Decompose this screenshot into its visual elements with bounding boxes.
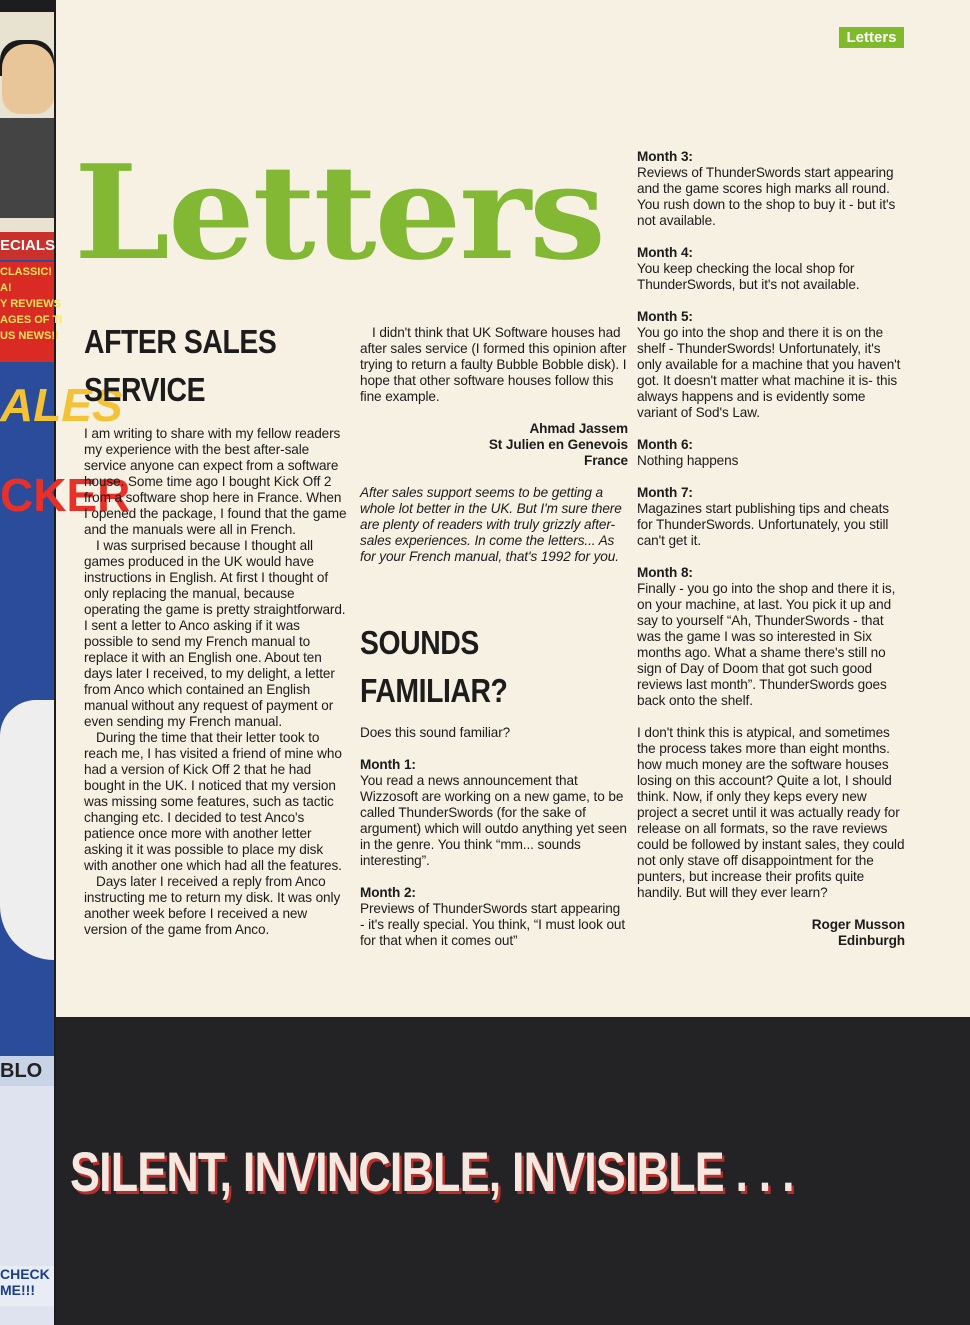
promo-line: AGES OF TI [0, 314, 63, 326]
editor-reply: After sales support seems to be getting a whole lot better in the UK. But I'm sure there are plenty of readers with truly grizzly after-sales experiences. In come the letters... As for your French manual, that's 1992 for you. [360, 485, 622, 564]
letter-paragraph: I am writing to share with my fellow readers my experience with the best after-sale service anyone can expect from a software house. Some time ago I bought Kick Off 2 from a software shop here in France. When I opened the package, I found that the game and the manuals were all in French. [84, 426, 347, 537]
advertisement-banner [56, 1017, 970, 1325]
ad-headline: SILENT, INVINCIBLE, INVISIBLE . . . [70, 1140, 794, 1203]
column-two [360, 325, 628, 949]
letter-signature [637, 917, 905, 949]
month-text: Finally - you go into the shop and there it is, on your machine, at last. You pick it up and say to yourself “Ah, ThunderSwords - that was the game I was so interested in Six months ago. What a shame there's still no sign of Day of Doom that got such good reviews last month”. ThunderSwords goes back onto the shelf. [637, 581, 896, 708]
month-text: Magazines start publishing tips and cheats for ThunderSwords. Unfortunately, you still can't get it. [637, 501, 889, 548]
signature-line: St Julien en Genevois [488, 437, 628, 452]
specials-band: ECIALS [0, 232, 54, 260]
promo-line: A! [0, 282, 12, 294]
page-title: Letters [74, 136, 604, 289]
cartoon-torso [0, 118, 54, 218]
signature-line: France [584, 453, 628, 468]
letter-intro: Does this sound familiar? [360, 725, 511, 740]
check-line: ME!!! [0, 1282, 35, 1298]
promo-line: CLASSIC! [0, 266, 52, 278]
month-text: You go into the shop and there it is on the shelf - ThunderSwords! Unfortunately, it's only available for a machine that you haven't got. It doesn't matter what machine it is- this always happens and is evidently some variant of Sod's Law. [637, 325, 901, 420]
check-line: CHECK [0, 1266, 50, 1282]
letter-heading [84, 318, 311, 414]
letter-conclusion: I don't think this is atypical, and sometimes the process takes more than eight months. how much money are the software houses losing on this account? Quite a lot, I should think. Now, if only they keps every new project a secret until it was actually ready for release on all formats, so the rave reviews could be followed by instant sales, they could not only stave off disappointment for the punters, but increase their profits quite handily. But will they ever learn? [637, 725, 905, 900]
column-three [637, 149, 905, 949]
check-label [0, 1266, 54, 1306]
heading-line: FAMILIAR? [360, 672, 508, 709]
month-title: Month 3: [637, 149, 693, 164]
letter-paragraph: Days later I received a reply from Anco instructing me to return my disk. It was only another week before I received a new version of the game from Anco. [84, 874, 341, 937]
signature-line: Ahmad Jassem [529, 421, 628, 436]
month-text: You read a news announcement that Wizzosoft are working on a new game, to be called ThunderSwords (for the sake of argument) which will outdo anything yet seen in the genre. You think “mm... sounds interesting”. [360, 773, 627, 868]
letter-paragraph: I didn't think that UK Software houses had after sales service (I formed this opinion after trying to return a faulty Bubble Bobble disk). I hope that other software houses follow this fine example. [360, 325, 627, 404]
heading-line: SOUNDS [360, 624, 479, 661]
promo-line: US NEWS!! [0, 330, 59, 342]
cartoon-face [2, 44, 54, 114]
month-text: Previews of ThunderSwords start appearing - it's really special. You think, “I must look out for that when it comes out” [360, 901, 626, 948]
adjacent-page-strip [0, 0, 131, 1325]
month-text: Nothing happens [637, 453, 739, 468]
month-title: Month 7: [637, 485, 693, 500]
heading-line: AFTER SALES [84, 323, 277, 360]
blo-label: BLO [0, 1056, 54, 1086]
promo-line: Y REVIEWS [0, 298, 61, 310]
section-tag: Letters [839, 27, 904, 48]
month-title: Month 2: [360, 885, 416, 900]
signature-line: Edinburgh [837, 933, 905, 948]
promo-list [0, 262, 63, 362]
month-title: Month 1: [360, 757, 416, 772]
month-title: Month 4: [637, 245, 693, 260]
month-title: Month 6: [637, 437, 693, 452]
letter-signature [360, 421, 628, 469]
heading-line: SERVICE [84, 371, 206, 408]
month-text: Reviews of ThunderSwords start appearing and the game scores high marks all round. You rush down to the shop to buy it - but it's not available. [637, 165, 896, 228]
letter-heading [360, 619, 590, 715]
month-title: Month 8: [637, 565, 693, 580]
game-logo-fragment: ALES [0, 379, 123, 431]
cartoon-duck [0, 700, 54, 960]
signature-line: Roger Musson [811, 917, 905, 932]
letter-paragraph: During the time that their letter took to reach me, I has visited a friend of mine who had a version of Kick Off 2 that he had bought in the UK. I noticed that my version was missing some features, such as tactic changing etc. I decided to test Anco's patience once more with another letter asking it it was possible to place my disk with another one which had all the features. [84, 730, 342, 873]
letter-after-sales [84, 318, 348, 938]
game-logo-fragment: CKER [0, 469, 131, 521]
letter-paragraph: I was surprised because I thought all games produced in the UK would have instructions in English. At first I thought of only replacing the manual, because operating the game is pretty straightforward. I sent a letter to Anco asking if it was possible to send my French manual to replace it with an English one. About ten days later I received, to my delight, a letter from Anco which contained an English manual without any request of payment or even sending my French manual. [84, 538, 346, 729]
month-text: You keep checking the local shop for ThunderSwords, but it's not available. [637, 261, 860, 292]
month-title: Month 5: [637, 309, 693, 324]
